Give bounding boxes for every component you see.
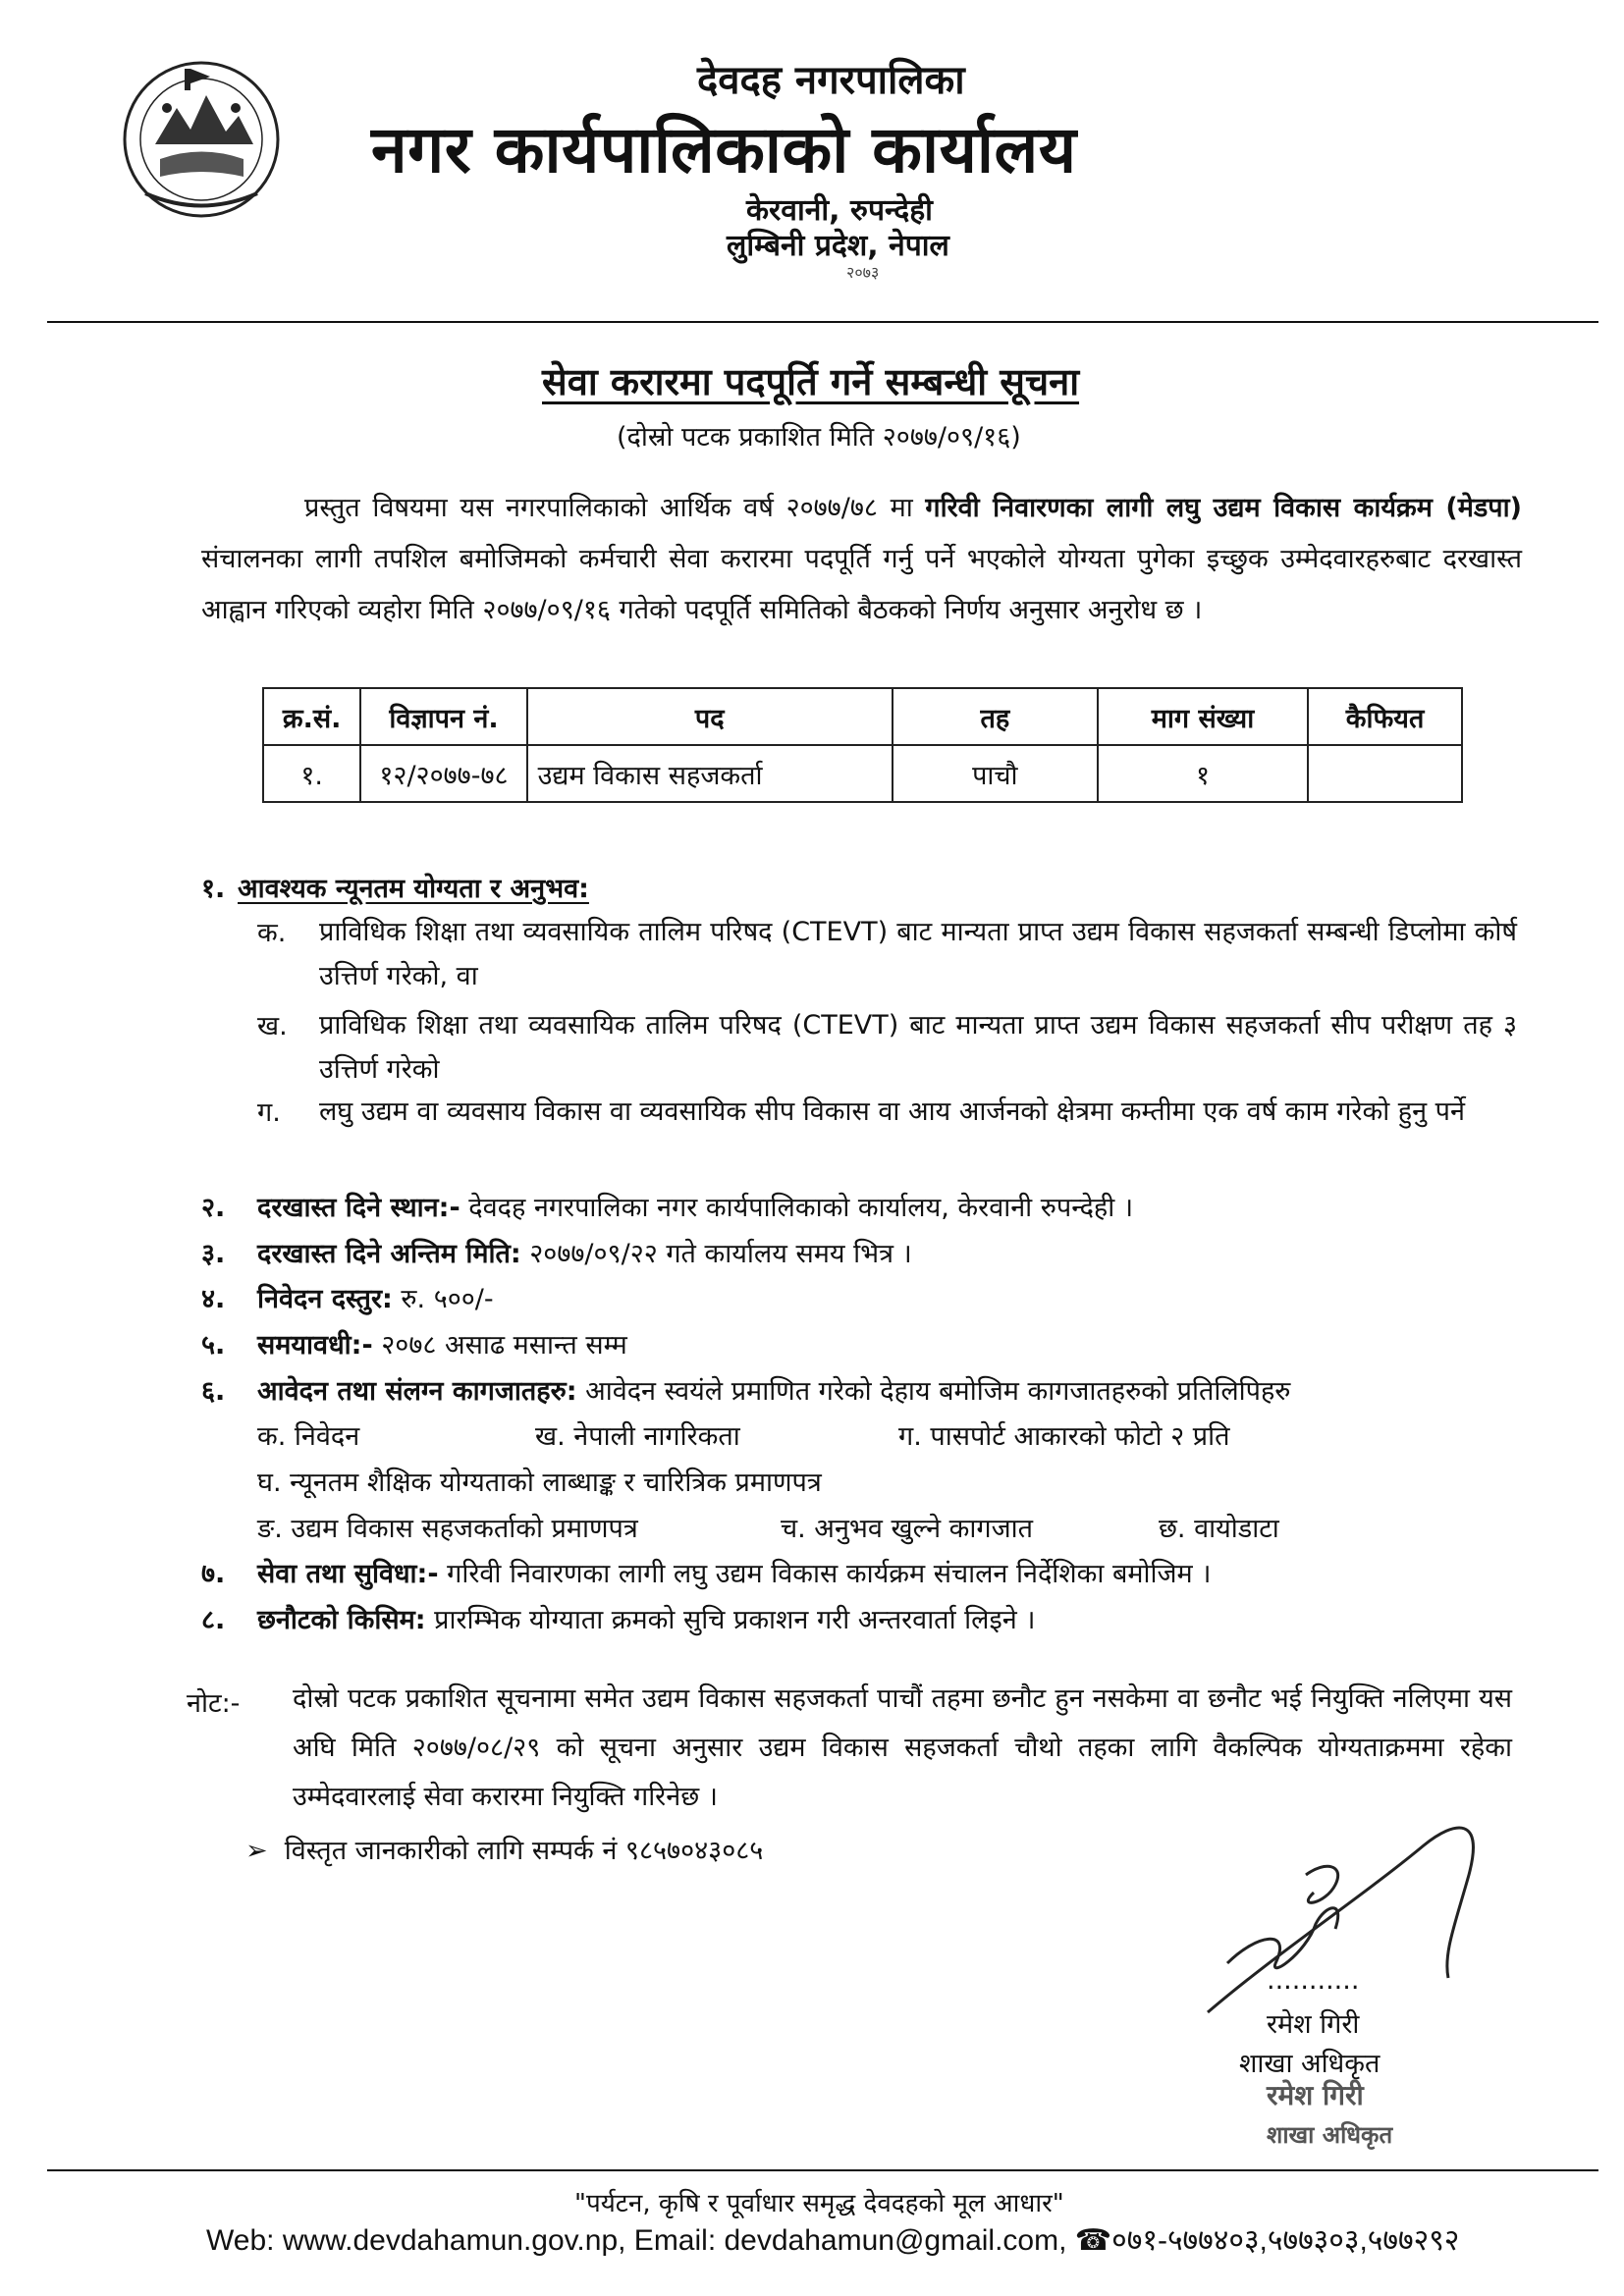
facility-value: गरिवी निवारणका लागी लघु उद्यम विकास कार्यक्रम संचालन निर्देशिका बमोजिम । — [438, 1559, 1212, 1589]
section-number: ४. — [201, 1284, 226, 1314]
qual-item-label: ख. — [257, 1011, 288, 1041]
col-header-advert-no: विज्ञापन नं. — [360, 688, 526, 745]
section-number: ६. — [201, 1376, 226, 1407]
selection-label: छनौटको किसिम: — [257, 1605, 426, 1635]
application-fee — [257, 1279, 494, 1315]
qual-item-label: ग. — [257, 1097, 281, 1128]
doc-item: घ. न्यूनतम शैक्षिक योग्यताको लाब्धाङ्क र चारित्रिक प्रमाणपत्र — [257, 1468, 822, 1498]
footer-contact: Web: www.devdahamun.gov.np, Email: devdahamun@gmail.com, ☎०७१-५७७४०३,५७७३०३,५७७२९२ — [206, 2224, 1460, 2257]
selection-method — [257, 1600, 1036, 1636]
contact-info: विस्तृत जानकारीको लागि सम्पर्क नं ९८५७०४३०८५ — [284, 1836, 764, 1866]
col-header-demand: माग संख्या — [1098, 688, 1308, 745]
term-label: समयावधी:- — [257, 1330, 373, 1361]
selection-value: प्रारम्भिक योग्याता क्रमको सुचि प्रकाशन गरी अन्तरवार्ता लिइने । — [425, 1605, 1036, 1635]
section-number: २. — [201, 1193, 226, 1223]
nepal-emblem-logo — [116, 51, 288, 223]
facility-label: सेवा तथा सुविधा:- — [257, 1559, 439, 1589]
fee-label: निवेदन दस्तुर: — [257, 1284, 393, 1314]
qual-item-text: प्राविधिक शिक्षा तथा व्यवसायिक तालिम परिषद (CTEVT) बाट मान्यता प्राप्त उद्यम विकास सहजकर्ता सम्बन्धी डिप्लोमा कोर्ष उत्तिर्ण गरेको, वा — [319, 917, 1517, 991]
cell-demand: १ — [1098, 745, 1308, 802]
stamp-signatory-name: रमेश गिरी — [1267, 2079, 1364, 2111]
col-header-serial: क्र.सं. — [263, 688, 360, 745]
intro-program-name: गरिवी निवारणका लागी लघु उद्यम विकास कार्यक्रम (मेडपा) — [925, 493, 1522, 523]
footer-divider — [47, 2169, 1598, 2171]
note-text: दोस्रो पटक प्रकाशित सूचनामा समेत उद्यम विकास सहजकर्ता पाचौं तहमा छनौट हुन नसकेमा वा छनौट भई नियुक्ति नलिएमा यस अघि मिति २०७७/०८/२९ को सूचना अनुसार उद्यम विकास सहजकर्ता चौथो तहका लागि वैकल्पिक योग्यताक्रममा रहेका उम्मेदवारलाई सेवा करारमा नियुक्ति गरिनेछ । — [293, 1683, 1512, 1812]
vacancy-table — [262, 687, 1463, 803]
col-header-remarks: कैफियत — [1308, 688, 1462, 745]
doc-item: च. अनुभव खुल्ने कागजात — [781, 1514, 1033, 1544]
doc-item: क. निवेदन — [257, 1421, 360, 1452]
section-number: ८. — [201, 1605, 226, 1635]
doc-item: ख. नेपाली नागरिकता — [535, 1421, 740, 1452]
doc-item: ग. पासपोर्ट आकारको फोटो २ प्रति — [898, 1421, 1230, 1452]
cell-level: पाचौ — [893, 745, 1098, 802]
qual-item-label: क. — [257, 918, 287, 948]
term-value: २०७८ असाढ मसान्त सम्म — [372, 1330, 627, 1361]
application-place-label: दरखास्त दिने स्थान:- — [257, 1193, 460, 1223]
stamp-signatory-title: शाखा अधिकृत — [1267, 2121, 1393, 2149]
application-place-value: देवदह नगरपालिका नगर कार्यपालिकाको कार्यालय, केरवानी रुपन्देही । — [460, 1193, 1134, 1223]
section-number: १. — [201, 874, 226, 904]
col-header-post: पद — [527, 688, 893, 745]
note-label: नोट:- — [187, 1688, 241, 1719]
fee-value: रु. ५००/- — [392, 1284, 494, 1314]
documents-text: आवेदन स्वयंले प्रमाणित गरेको देहाय बमोजिम कागजातहरुको प्रतिलिपिहरु — [576, 1376, 1291, 1407]
office-title: नगर कार्यपालिकाको कार्यालय — [371, 112, 1077, 187]
notice-subtitle: (दोस्रो पटक प्रकाशित मिति २०७७/०९/१६) — [617, 422, 1021, 453]
signatory-title: शाखा अधिकृत — [1239, 2049, 1380, 2079]
documents-heading — [257, 1371, 1290, 1408]
contract-term — [257, 1325, 627, 1362]
intro-text-b: संचालनका लागी तपशिल बमोजिमको कर्मचारी सेवा करारमा पदपूर्ति गर्नु पर्ने भएकोले योग्यता पुगेका इच्छुक उम्मेदवारहरुबाट दरखास्त आह्वान गरिएको व्यहोरा मिति २०७७/०९/१६ गतेको पदपूर्ति समितिको बैठकको निर्णय अनुसार अनुरोध छ । — [201, 544, 1522, 625]
intro-paragraph — [201, 483, 1522, 636]
col-header-level: तह — [893, 688, 1098, 745]
qualification-heading: आवश्यक न्यूनतम योग्यता र अनुभव: — [238, 874, 589, 904]
qual-item-text: प्राविधिक शिक्षा तथा व्यवसायिक तालिम परिषद (CTEVT) बाट मान्यता प्राप्त उद्यम विकास सहजकर्ता सीप परीक्षण तह ३ उत्तिर्ण गरेको — [319, 1010, 1517, 1085]
application-place — [257, 1188, 1133, 1224]
intro-text-a: प्रस्तुत विषयमा यस नगरपालिकाको आर्थिक वर्ष २०७७/७८ मा — [304, 493, 926, 523]
header-divider — [47, 321, 1598, 323]
stamp-year: २०७३ — [846, 263, 880, 282]
deadline-value: २०७७/०९/२२ गते कार्यालय समय भित्र । — [520, 1239, 912, 1269]
cell-serial: १. — [263, 745, 360, 802]
table-header-row — [263, 688, 1462, 745]
municipality-name: देवदह नगरपालिका — [697, 58, 965, 103]
cell-advert-no: १२/२०७७-७८ — [360, 745, 526, 802]
address-line-2: लुम्बिनी प्रदेश, नेपाल — [727, 229, 949, 263]
notice-title: सेवा करारमा पदपूर्ति गर्ने सम्बन्धी सूचना — [542, 360, 1080, 403]
service-facility — [257, 1554, 1212, 1590]
arrow-bullet-icon: ➢ — [245, 1836, 285, 1866]
contact-bullet — [245, 1831, 763, 1867]
signature-dots: ........... — [1267, 1965, 1360, 1996]
section-number: ७. — [201, 1559, 226, 1589]
address-line-1: केरवानी, रुपन्देही — [746, 193, 933, 228]
doc-item: छ. वायोडाटा — [1159, 1514, 1279, 1544]
doc-item: ङ. उद्यम विकास सहजकर्ताको प्रमाणपत्र — [257, 1514, 638, 1544]
footer-motto: "पर्यटन, कृषि र पूर्वाधार समृद्ध देवदहको मूल आधार" — [574, 2189, 1064, 2218]
cell-post: उद्यम विकास सहजकर्ता — [527, 745, 893, 802]
section-number: ५. — [201, 1330, 226, 1361]
documents-label: आवेदन तथा संलग्न कागजातहरु: — [257, 1376, 577, 1407]
signatory-name: रमेश गिरी — [1267, 2009, 1360, 2040]
cell-remarks — [1308, 745, 1462, 802]
application-deadline — [257, 1234, 912, 1270]
table-row — [263, 745, 1462, 802]
deadline-label: दरखास्त दिने अन्तिम मिति: — [257, 1239, 521, 1269]
qual-item-text: लघु उद्यम वा व्यवसाय विकास वा व्यवसायिक सीप विकास वा आय आर्जनको क्षेत्रमा कम्तीमा एक वर्ष काम गरेको हुनु पर्ने — [319, 1096, 1466, 1127]
section-number: ३. — [201, 1239, 226, 1269]
